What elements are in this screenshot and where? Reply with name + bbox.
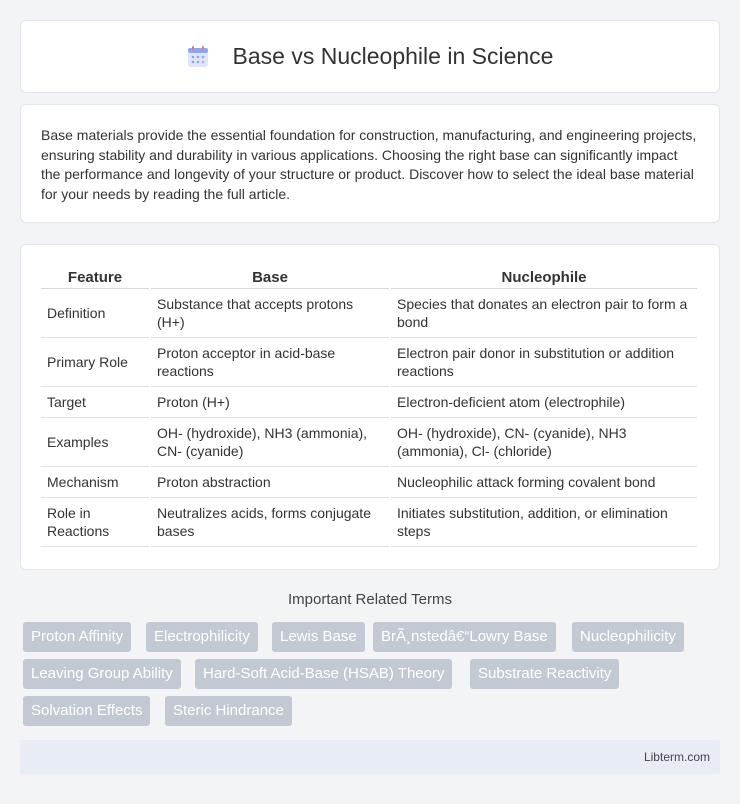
row-feature: Examples	[41, 418, 149, 467]
footer-brand-link[interactable]: Libterm.com	[643, 750, 710, 764]
row-feature: Mechanism	[41, 467, 149, 498]
table-row	[41, 418, 697, 467]
table-row	[41, 289, 697, 338]
comparison-card	[20, 244, 720, 570]
row-feature: Definition	[41, 289, 149, 338]
tag-lewis-base[interactable]: Lewis Base	[272, 622, 365, 652]
row-feature: Primary Role	[41, 338, 149, 387]
header-nucleophile: Nucleophile	[391, 263, 697, 289]
row-base: OH- (hydroxide), NH3 (ammonia), CN- (cyanide)	[151, 418, 389, 467]
row-nucleophile: Electron-deficient atom (electrophile)	[391, 387, 697, 418]
row-feature: Role in Reactions	[41, 498, 149, 547]
tag-hsab-theory[interactable]: Hard-Soft Acid-Base (HSAB) Theory	[195, 659, 452, 689]
row-base: Proton abstraction	[151, 467, 389, 498]
row-feature: Target	[41, 387, 149, 418]
row-base: Neutralizes acids, forms conjugate bases	[151, 498, 389, 547]
table-row	[41, 338, 697, 387]
related-terms-title: Important Related Terms	[288, 591, 452, 608]
row-nucleophile: OH- (hydroxide), CN- (cyanide), NH3 (ammonia), Cl- (chloride)	[391, 418, 697, 467]
header-base: Base	[151, 263, 389, 289]
tag-steric-hindrance[interactable]: Steric Hindrance	[165, 696, 292, 726]
table-row	[41, 467, 697, 498]
table-row	[41, 498, 697, 547]
tag-leaving-group-ability[interactable]: Leaving Group Ability	[23, 659, 181, 689]
title-card	[20, 20, 720, 93]
row-nucleophile: Species that donates an electron pair to form a bond	[391, 289, 697, 338]
intro-text: Base materials provide the essential foundation for construction, manufacturing, and engineering projects, ensuring stability and durability in various applications. Choosing the right base can significantly impact the performance and longevity of your structure or product. Discover how to select the ideal base material for your needs by reading the full article.	[41, 127, 697, 202]
tag-electrophilicity[interactable]: Electrophilicity	[146, 622, 258, 652]
comparison-table	[39, 263, 699, 547]
tag-proton-affinity[interactable]: Proton Affinity	[23, 622, 131, 652]
row-base: Substance that accepts protons (H+)	[151, 289, 389, 338]
row-nucleophile: Nucleophilic attack forming covalent bond	[391, 467, 697, 498]
footer	[20, 740, 720, 774]
tag-bronsted-lowry-base[interactable]: BrÃ¸nstedâ€“Lowry Base	[373, 622, 556, 652]
tag-solvation-effects[interactable]: Solvation Effects	[23, 696, 150, 726]
calendar-icon	[187, 46, 209, 68]
row-nucleophile: Electron pair donor in substitution or addition reactions	[391, 338, 697, 387]
intro-card	[20, 104, 720, 223]
tag-nucleophilicity[interactable]: Nucleophilicity	[572, 622, 684, 652]
tag-substrate-reactivity[interactable]: Substrate Reactivity	[470, 659, 619, 689]
row-nucleophile: Initiates substitution, addition, or elimination steps	[391, 498, 697, 547]
table-header-row	[41, 263, 697, 289]
page-title: Base vs Nucleophile in Science	[232, 43, 554, 69]
row-base: Proton (H+)	[151, 387, 389, 418]
table-row	[41, 387, 697, 418]
row-base: Proton acceptor in acid-base reactions	[151, 338, 389, 387]
header-feature: Feature	[41, 263, 149, 289]
